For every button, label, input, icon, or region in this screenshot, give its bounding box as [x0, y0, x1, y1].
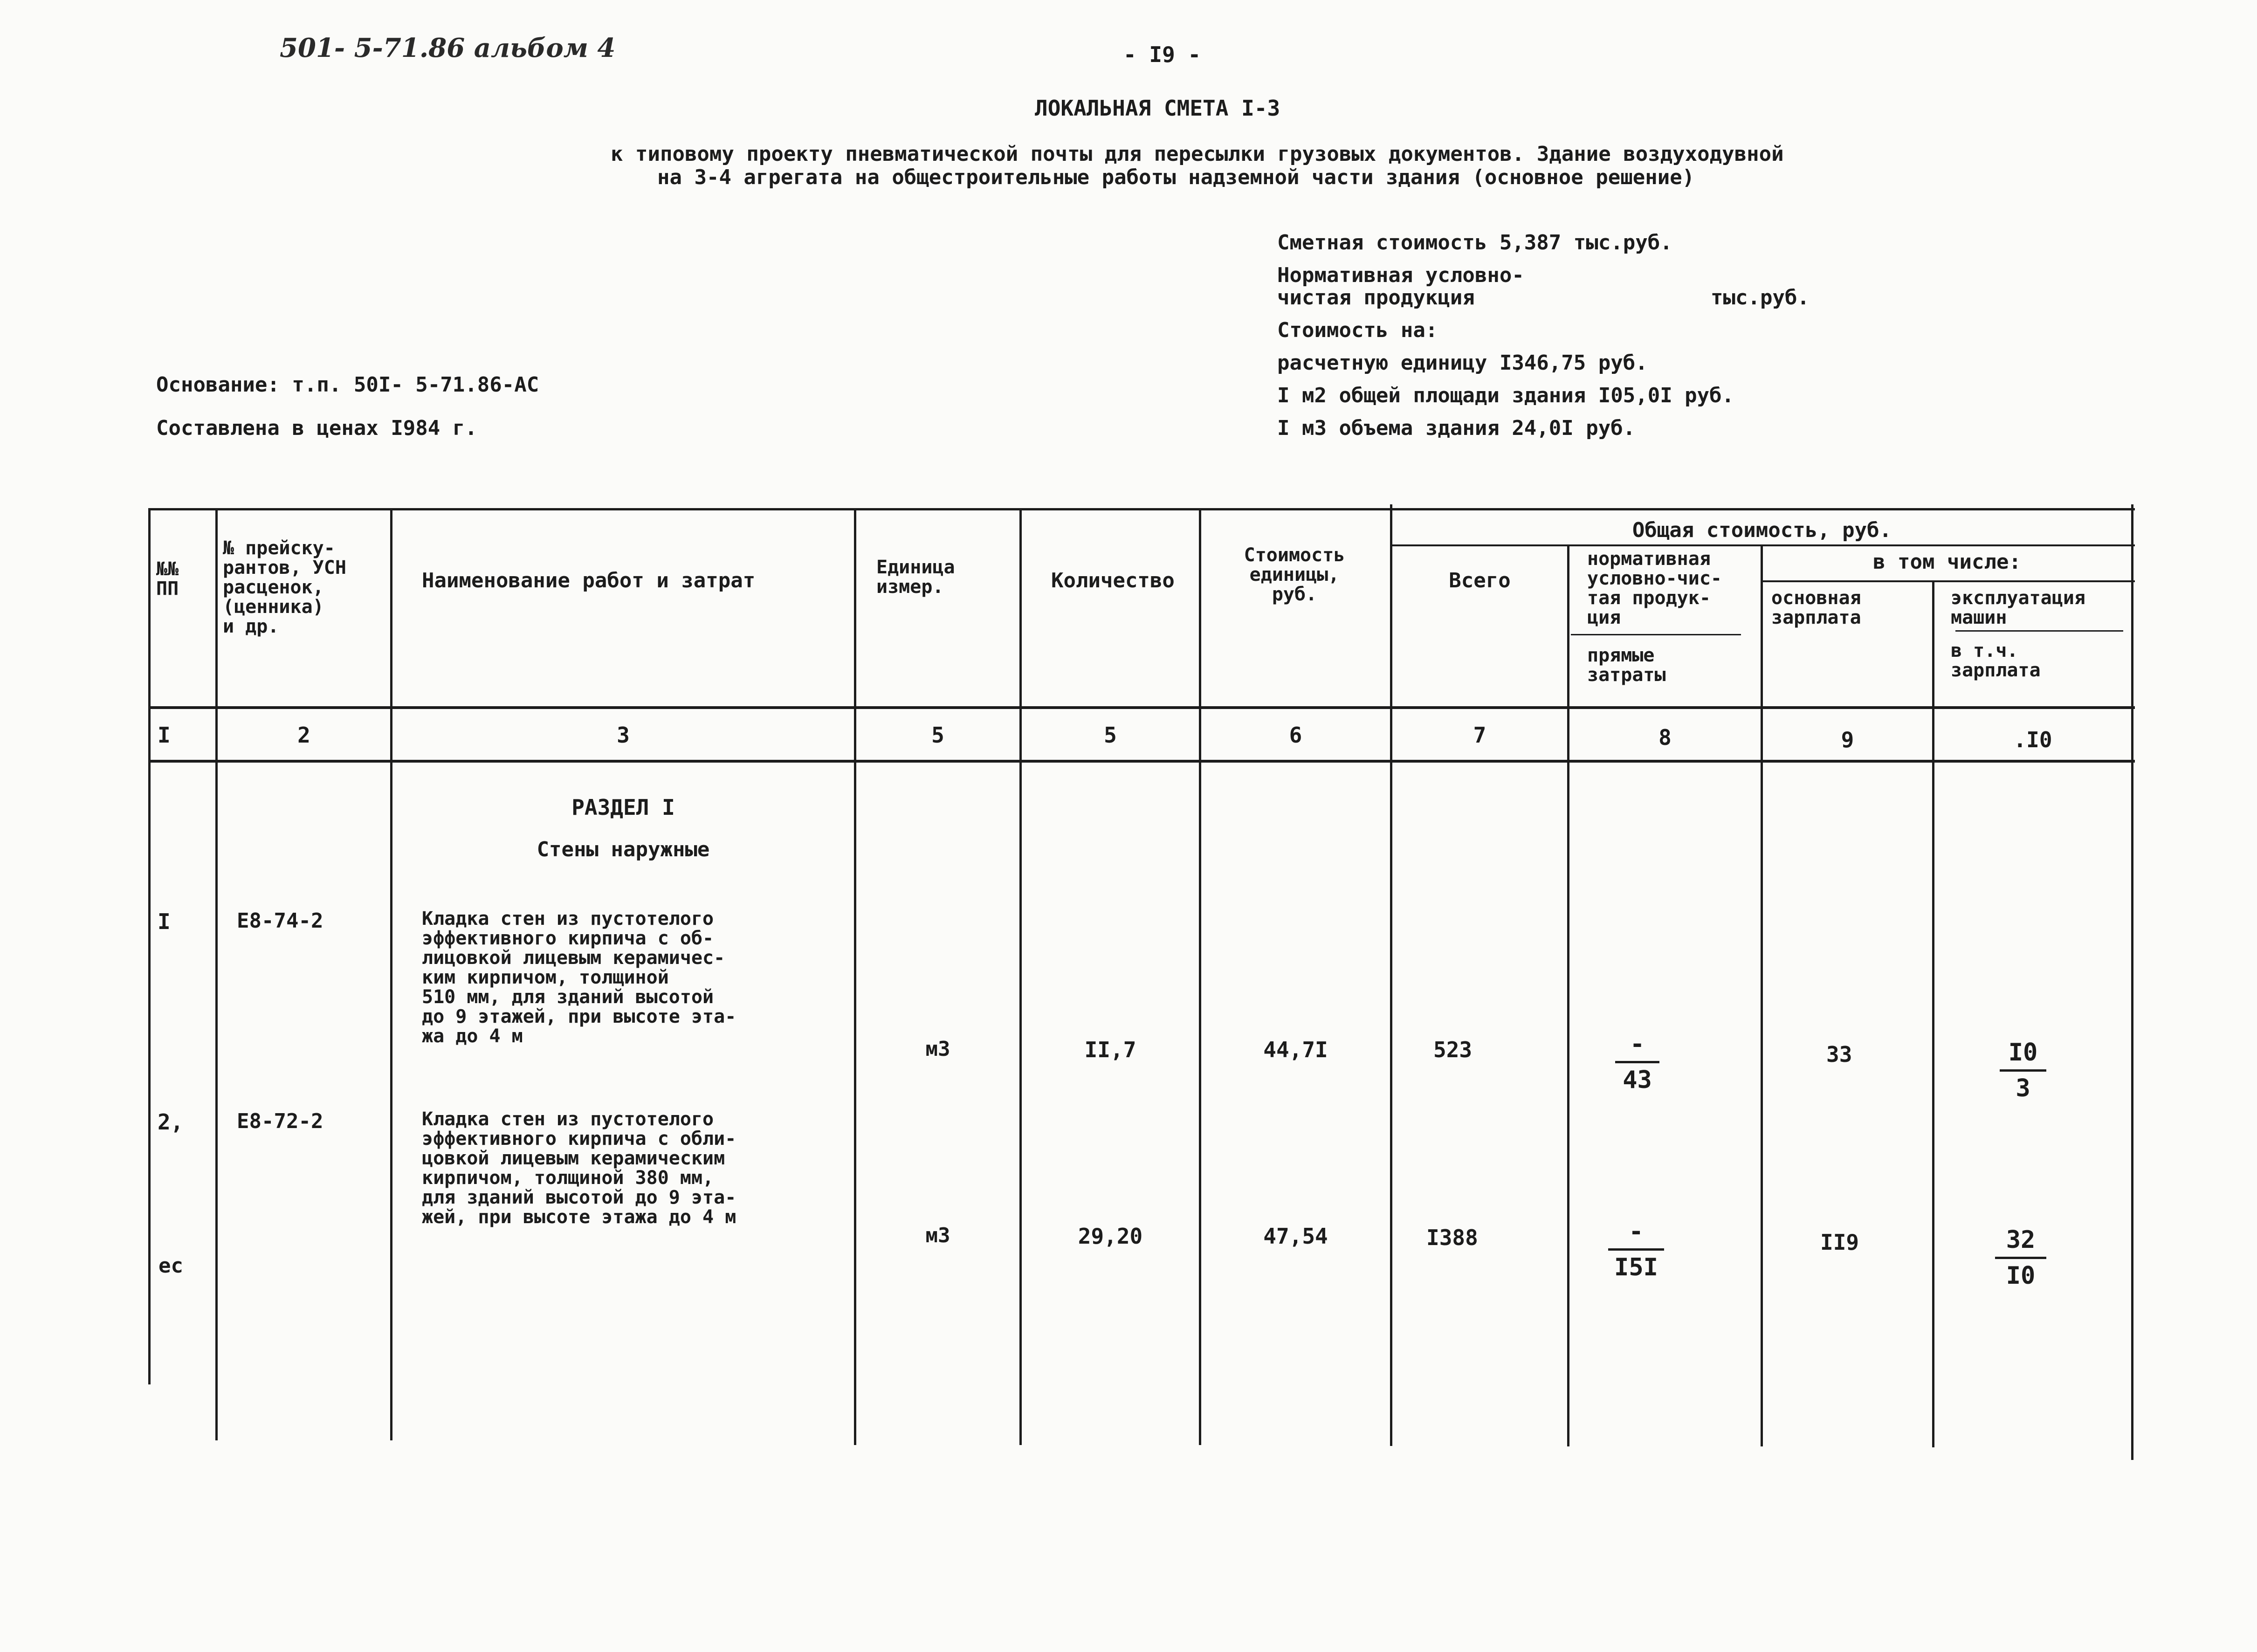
- row-unit: м3: [925, 1037, 950, 1061]
- page-number: - I9 -: [1123, 42, 1201, 67]
- row-quantity: II,7: [1084, 1037, 1136, 1062]
- normative-line-2: чистая продукция: [1277, 286, 1475, 310]
- row-total: 523: [1433, 1037, 1473, 1062]
- normative-unit: тыс.руб.: [1711, 286, 1810, 310]
- row-normative-fraction: [1608, 1218, 1664, 1281]
- col-number-4: 5: [931, 723, 944, 748]
- header-machine-salary: в т.ч. зарплата: [1951, 640, 2041, 681]
- section-title: РАЗДЕЛ I: [571, 795, 675, 820]
- row-quantity: 29,20: [1078, 1224, 1143, 1249]
- row-machine-operation: 32: [2006, 1226, 2036, 1254]
- col-number-6: 6: [1289, 723, 1302, 748]
- row-machine-fraction: [2000, 1039, 2046, 1102]
- header-machine-operation: эксплуатация машин: [1951, 587, 2085, 628]
- col-number-1: I: [158, 723, 171, 748]
- header-direct-costs: прямые затраты: [1587, 645, 1666, 686]
- row-normative-fraction: [1615, 1030, 1659, 1094]
- row-machine-salary: I0: [2006, 1262, 2036, 1290]
- header-normative: нормативная условно-чис- тая продук- ция: [1587, 548, 1722, 628]
- row-work-name: Кладка стен из пустотелого эффективного кирпича с обли- цовкой лицевым керамическим кирпичом, толщиной 380 мм, для зданий высотой до 9 эта- жей, при высоте этажа до 4 м: [422, 1108, 736, 1228]
- row-machine-fraction: [1995, 1226, 2046, 1290]
- cost-per-m3: I м3 объема здания 24,0I руб.: [1277, 416, 1636, 440]
- normative-line-1: Нормативная условно-: [1277, 263, 1524, 287]
- estimated-cost: Сметная стоимость 5,387 тыс.руб.: [1277, 231, 1672, 255]
- row-code: Е8-74-2: [237, 909, 323, 933]
- header-unit: Единица измер.: [876, 557, 955, 598]
- row-unit-cost: 44,7I: [1263, 1037, 1328, 1062]
- row-number: I: [158, 909, 171, 934]
- row-number: 2,: [158, 1109, 184, 1135]
- header-including-group: в том числе:: [1873, 550, 2021, 574]
- row-margin-note: ес: [158, 1254, 183, 1278]
- cost-per-unit: расчетную единицу I346,75 руб.: [1277, 351, 1648, 375]
- album-reference: 501- 5-71.86 альбом 4: [280, 33, 616, 63]
- row-machine-operation: I0: [2008, 1039, 2038, 1067]
- subtitle-line-1: к типовому проекту пневматической почты для пересылки грузовых документов. Здание воздуходувной: [611, 142, 1784, 166]
- col-number-7: 7: [1473, 723, 1486, 748]
- row-code: Е8-72-2: [237, 1109, 323, 1133]
- col-number-8: 8: [1658, 725, 1672, 750]
- row-machine-salary: 3: [2016, 1074, 2030, 1102]
- row-direct-costs: 43: [1623, 1066, 1652, 1094]
- row-normative: -: [1630, 1030, 1645, 1058]
- basis-reference: Основание: т.п. 50I- 5-71.86-АС: [156, 373, 539, 397]
- row-work-name: Кладка стен из пустотелого эффективного кирпича с об- лицовкой лицевым керамичес- ким кирпичом, толщиной 510 мм, для зданий высотой до 9 этажей, при высоте эта- жа до 4 м: [422, 908, 736, 1047]
- subtitle-line-2: на 3-4 агрегата на общестроительные работы надземной части здания (основное решение): [657, 165, 1695, 189]
- col-number-3: 3: [617, 723, 630, 748]
- header-base-salary: основная зарплата: [1771, 587, 1861, 628]
- col-number-9: 9: [1841, 727, 1854, 752]
- col-number-5: 5: [1104, 723, 1117, 748]
- row-base-salary: II9: [1820, 1230, 1859, 1255]
- document-title: ЛОКАЛЬНАЯ СМЕТА I-3: [1035, 96, 1280, 121]
- header-total: Всего: [1449, 569, 1511, 592]
- row-direct-costs: I5I: [1614, 1253, 1658, 1281]
- cost-per-m2: I м2 общей площади здания I05,0I руб.: [1277, 384, 1734, 407]
- section-subtitle: Стены наружные: [537, 838, 710, 861]
- row-unit: м3: [925, 1224, 950, 1247]
- header-work-name: Наименование работ и затрат: [422, 569, 756, 592]
- col-number-2: 2: [297, 723, 310, 748]
- header-unit-cost: Стоимость единицы, руб.: [1244, 544, 1345, 605]
- header-total-group: Общая стоимость, руб.: [1632, 518, 1892, 542]
- header-quantity: Количество: [1051, 569, 1175, 592]
- col-number-10: .I0: [2013, 727, 2052, 752]
- row-unit-cost: 47,54: [1263, 1224, 1328, 1249]
- cost-per-label: Стоимость на:: [1277, 318, 1438, 342]
- prices-year: Составлена в ценах I984 г.: [156, 416, 477, 440]
- row-total: I388: [1426, 1225, 1478, 1250]
- row-normative: -: [1629, 1218, 1644, 1246]
- header-price-code: № прейску- рантов, УСН расценок, (ценника) и др.: [223, 537, 346, 637]
- row-base-salary: 33: [1826, 1042, 1852, 1067]
- header-item-number: №№ ПП: [156, 558, 179, 599]
